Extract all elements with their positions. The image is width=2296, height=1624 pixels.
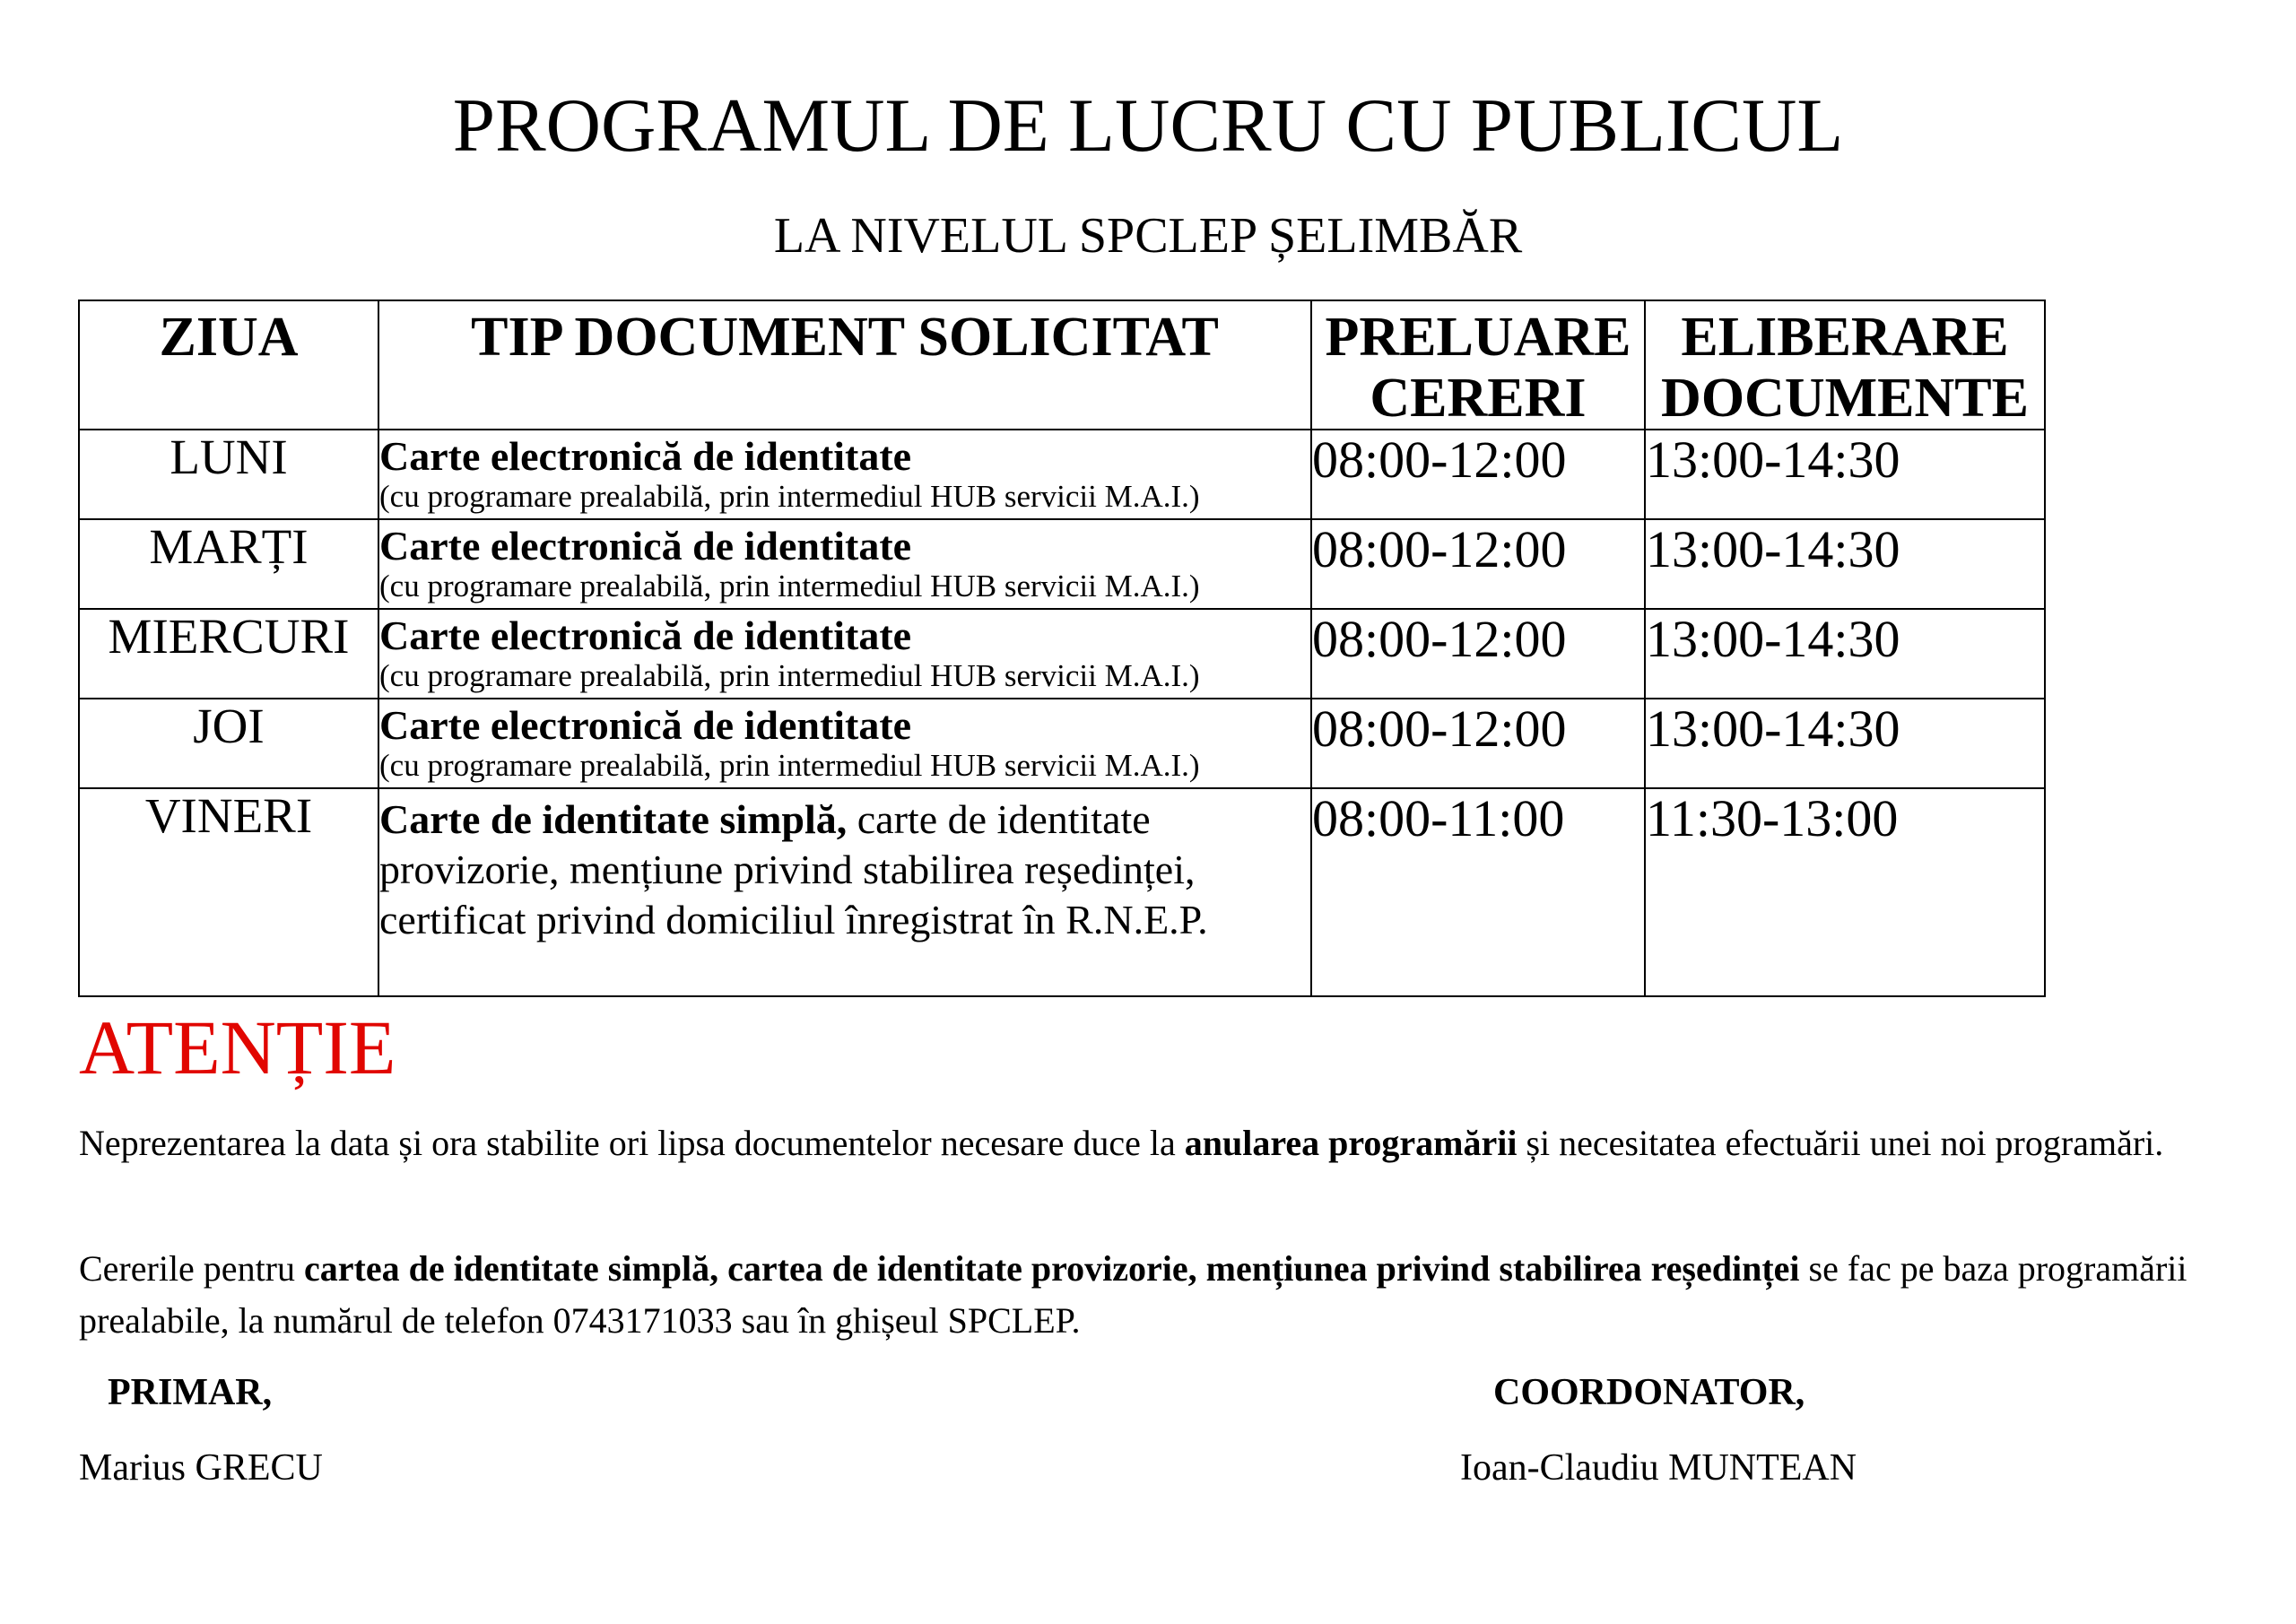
doc-title: Carte electronică de identitate <box>379 523 912 569</box>
release-cell: 13:00-14:30 <box>1645 609 2045 699</box>
intake-cell: 08:00-12:00 <box>1311 699 1645 788</box>
header-intake-line1: PRELUARE <box>1325 307 1631 368</box>
header-release-line2: DOCUMENTE <box>1661 368 2029 429</box>
p2-text-before: Cererile pentru <box>79 1248 304 1289</box>
day-cell: JOI <box>79 699 378 788</box>
attention-heading: ATENȚIE <box>79 1004 396 1090</box>
p1-text-before: Neprezentarea la data și ora stabilite ori lipsa documentelor necesare duce la <box>79 1123 1185 1163</box>
doc-title: Carte electronică de identitate <box>379 612 912 658</box>
page-subtitle: LA NIVELUL SPCLEP ȘELIMBĂR <box>773 208 1523 264</box>
intake-cell: 08:00-11:00 <box>1311 788 1645 996</box>
doc-note: (cu programare prealabilă, prin intermediul HUB servicii M.A.I.) <box>379 569 1200 604</box>
attention-paragraph-2 <box>79 1243 2213 1347</box>
schedule-table <box>78 300 2046 997</box>
header-release <box>1645 300 2045 430</box>
doc-description-rest: carte de identitate provizorie, mențiune privind stabilirea reședinței, certificat privind domiciliul înregistrat în R.N.E.P. <box>379 796 1208 942</box>
day-cell: MARȚI <box>79 519 378 609</box>
doc-cell <box>378 699 1311 788</box>
signature-name-mayor: Marius GRECU <box>79 1447 323 1489</box>
doc-note: (cu programare prealabilă, prin intermediul HUB servicii M.A.I.) <box>379 748 1200 783</box>
table-row <box>79 609 2045 699</box>
doc-cell <box>378 430 1311 519</box>
table-row <box>79 699 2045 788</box>
p1-text-bold: anularea programării <box>1184 1123 1518 1163</box>
page-title: PROGRAMUL DE LUCRU CU PUBLICUL <box>452 83 1844 168</box>
header-intake <box>1311 300 1645 430</box>
signature-name-coordinator: Ioan-Claudiu MUNTEAN <box>1460 1447 1857 1489</box>
doc-cell <box>378 609 1311 699</box>
table-row <box>79 519 2045 609</box>
header-release-line1: ELIBERARE <box>1681 307 2009 368</box>
day-cell: VINERI <box>79 788 378 996</box>
day-cell: LUNI <box>79 430 378 519</box>
table-row <box>79 430 2045 519</box>
doc-cell <box>378 519 1311 609</box>
day-cell: MIERCURI <box>79 609 378 699</box>
intake-cell: 08:00-12:00 <box>1311 430 1645 519</box>
release-cell: 13:00-14:30 <box>1645 430 2045 519</box>
signature-role-coordinator: COORDONATOR, <box>1493 1372 1805 1413</box>
doc-note: (cu programare prealabilă, prin intermediul HUB servicii M.A.I.) <box>379 658 1200 693</box>
intake-cell: 08:00-12:00 <box>1311 609 1645 699</box>
release-cell: 13:00-14:30 <box>1645 699 2045 788</box>
release-cell: 11:30-13:00 <box>1645 788 2045 996</box>
header-doc-type: TIP DOCUMENT SOLICITAT <box>378 300 1311 430</box>
doc-description-bold: Carte de identitate simplă, <box>379 796 848 842</box>
header-intake-line2: CERERI <box>1370 368 1587 429</box>
signature-role-mayor: PRIMAR, <box>108 1372 273 1413</box>
intake-cell: 08:00-12:00 <box>1311 519 1645 609</box>
doc-note: (cu programare prealabilă, prin intermediul HUB servicii M.A.I.) <box>379 479 1200 514</box>
p1-text-after: și necesitatea efectuării unei noi programări. <box>1517 1123 2164 1163</box>
doc-title: Carte electronică de identitate <box>379 433 912 479</box>
doc-description <box>379 789 1310 945</box>
release-cell: 13:00-14:30 <box>1645 519 2045 609</box>
attention-paragraph-1 <box>79 1117 2213 1169</box>
table-header-row <box>79 300 2045 430</box>
p2-text-after: se fac pe baza programării prealabile, la numărul de telefon 0743171033 sau în ghișeul SPCLEP. <box>79 1248 2187 1341</box>
doc-cell <box>378 788 1311 996</box>
header-day: ZIUA <box>79 300 378 430</box>
doc-title: Carte electronică de identitate <box>379 702 912 748</box>
p2-text-bold: cartea de identitate simplă, cartea de identitate provizorie, mențiunea privind stabilirea reședinței <box>304 1248 1800 1289</box>
table-row <box>79 788 2045 996</box>
